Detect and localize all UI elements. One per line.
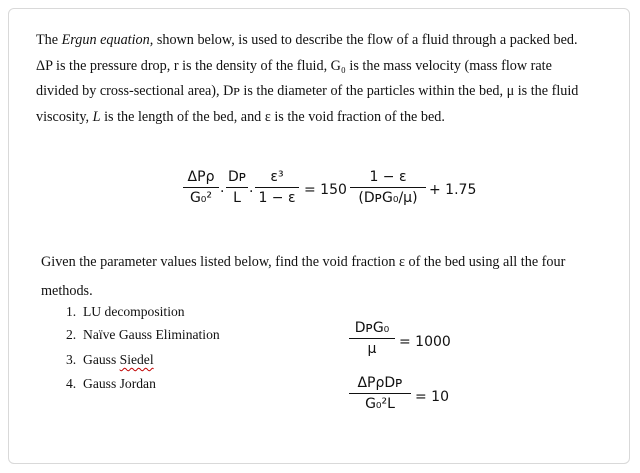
numerator: ΔPρDᴘ bbox=[357, 375, 403, 391]
document-frame bbox=[8, 8, 630, 464]
method-label: Gauss Jordan bbox=[83, 376, 156, 391]
numerator: DᴘG₀ bbox=[354, 320, 390, 336]
fraction-bar bbox=[183, 187, 219, 188]
paragraph-line-1 bbox=[36, 31, 578, 49]
paragraph-line-4 bbox=[36, 108, 445, 126]
denominator: G₀² bbox=[189, 190, 213, 207]
question-line-2: methods. bbox=[41, 283, 93, 299]
numerator: Dᴘ bbox=[227, 169, 247, 185]
ergun-equation-term: Ergun equation, bbox=[61, 32, 154, 48]
numerator: ΔPρ bbox=[187, 169, 215, 185]
fraction-bar bbox=[255, 187, 299, 188]
fraction-reynolds bbox=[350, 169, 426, 206]
fraction-bar bbox=[349, 393, 411, 394]
method-label: LU decomposition bbox=[83, 304, 185, 319]
paragraph-line-3: divided by cross-sectional area), Dᴘ is the diameter of the particles within the bed, μ is the fluid bbox=[36, 83, 579, 99]
text: shown below, is used to describe the flow of a fluid through a packed bed. bbox=[153, 32, 578, 48]
method-label: Naïve Gauss Elimination bbox=[83, 327, 220, 342]
equals-150: = 150 bbox=[304, 182, 347, 198]
multiply-dot: · bbox=[220, 184, 225, 200]
length-symbol: L bbox=[92, 109, 101, 125]
list-item bbox=[66, 352, 154, 368]
denominator: L bbox=[233, 190, 241, 207]
list-number: 1. bbox=[66, 304, 77, 319]
given-value-10: = 10 bbox=[415, 389, 449, 405]
numerator: 1 − ε bbox=[369, 169, 407, 185]
fraction-bar bbox=[349, 338, 395, 339]
list-number: 3. bbox=[66, 352, 77, 367]
text: viscosity, bbox=[36, 109, 93, 125]
method-label: Gauss bbox=[83, 352, 120, 367]
denominator: 1 − ε bbox=[258, 190, 296, 207]
list-item bbox=[66, 376, 156, 392]
given-reynolds-fraction bbox=[349, 320, 395, 357]
given-pressure-fraction bbox=[349, 375, 411, 412]
fraction-bar bbox=[226, 187, 248, 188]
fraction-void bbox=[255, 169, 299, 206]
given-value-1000: = 1000 bbox=[399, 334, 451, 350]
list-number: 4. bbox=[66, 376, 77, 391]
fraction-bar bbox=[350, 187, 426, 188]
fraction-diameter-length bbox=[226, 169, 248, 206]
numerator: ε³ bbox=[270, 169, 284, 185]
list-item bbox=[66, 304, 185, 320]
paragraph-line-2: ΔP is the pressure drop, r is the density of the fluid, G₀ is the mass velocity (mass flow rate bbox=[36, 58, 552, 74]
text: is the length of the bed, and ε is the void fraction of the bed. bbox=[100, 109, 445, 125]
plus-1-75: + 1.75 bbox=[429, 182, 477, 198]
denominator: μ bbox=[367, 341, 377, 358]
list-item bbox=[66, 327, 220, 343]
text: The bbox=[36, 32, 62, 48]
denominator: (DᴘG₀/μ) bbox=[358, 190, 418, 207]
spellcheck-flagged-word: Siedel bbox=[119, 352, 154, 367]
list-number: 2. bbox=[66, 327, 77, 342]
multiply-dot: · bbox=[249, 184, 254, 200]
question-line-1: Given the parameter values listed below, find the void fraction ε of the bed using all the four bbox=[41, 254, 566, 270]
denominator: G₀²L bbox=[365, 396, 395, 413]
fraction-pressure-density bbox=[183, 169, 219, 206]
